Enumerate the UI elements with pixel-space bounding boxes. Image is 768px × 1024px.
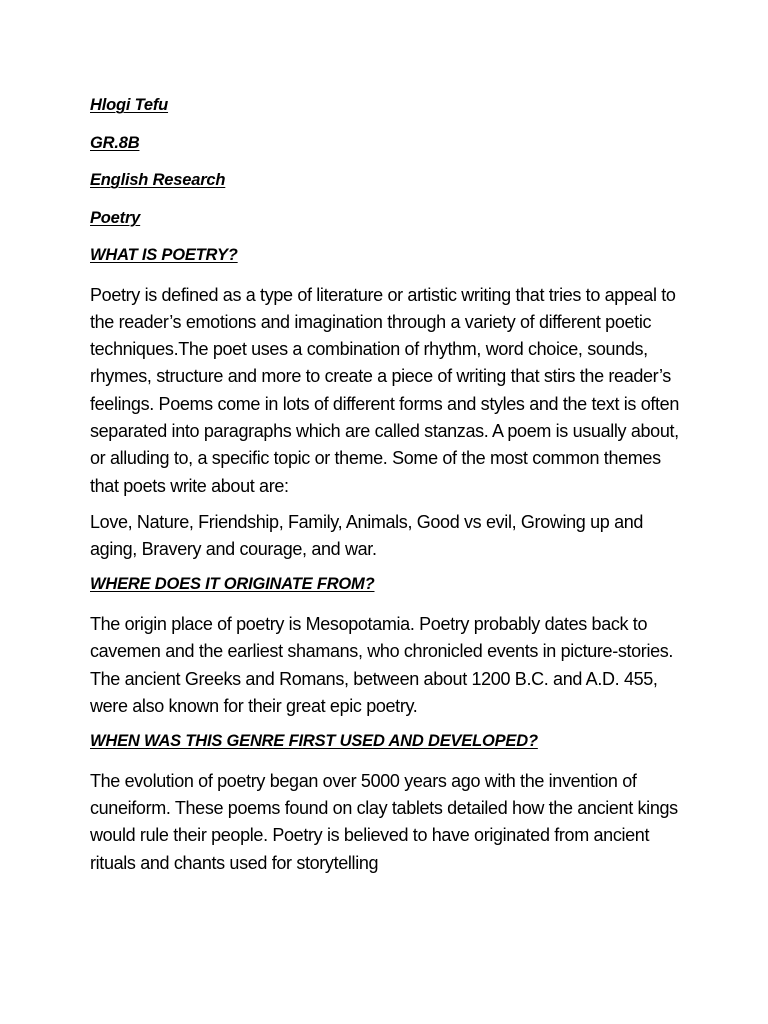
- section-heading-origin: WHERE DOES IT ORIGINATE FROM?: [90, 575, 375, 594]
- paragraph-history: The evolution of poetry began over 5000 years ago with the invention of cuneiform. These poems found on clay tablets detailed how the ancient kings would rule their people. Poetry is believed to have originated from ancient rituals and chants used for storytelling: [90, 770, 678, 873]
- document-body: [90, 94, 680, 887]
- grade-label: GR.8B: [90, 133, 140, 152]
- paragraph-common-themes: Love, Nature, Friendship, Family, Animals, Good vs evil, Growing up and aging, Bravery and courage, and war.: [90, 511, 644, 560]
- section-heading-what-is-poetry: WHAT IS POETRY?: [90, 246, 238, 264]
- topic-title: Poetry: [90, 208, 141, 227]
- author-name: Hlogi Tefu: [90, 96, 169, 114]
- section-heading-history: WHEN WAS THIS GENRE FIRST USED AND DEVELOPED?: [90, 732, 538, 751]
- subject-label: English Research: [90, 171, 226, 189]
- paragraph-poetry-definition: Poetry is defined as a type of literature or artistic writing that tries to appeal to the reader’s emotions and imagination through a variety of different poetic techniques.The poet uses a combination of rhythm, word choice, sounds, rhymes, structure and more to create a piece of writing that stirs the reader’s feelings. Poems come in lots of different forms and styles and the text is often separated into paragraphs which are called stanzas. A poem is usually about, or alluding to, a specific topic or theme. Some of the most common themes that poets write about are:: [90, 284, 679, 496]
- paragraph-origin: The origin place of poetry is Mesopotamia. Poetry probably dates back to cavemen and the earliest shamans, who chronicled events in picture-stories. The ancient Greeks and Romans, between about 1200 B.C. and A.D. 455, were also known for their great epic poetry.: [90, 613, 674, 716]
